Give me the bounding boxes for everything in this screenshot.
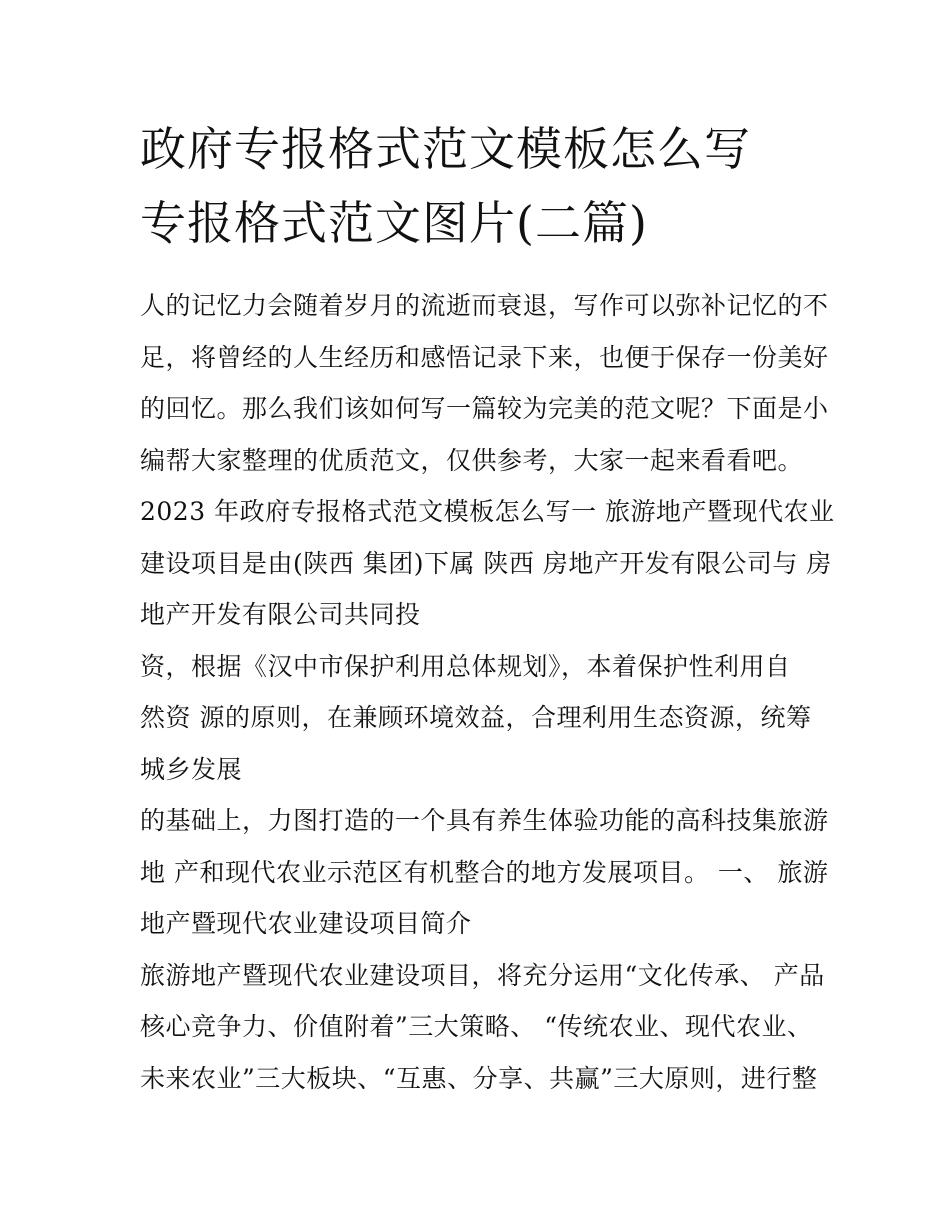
title-line: 政府专报格式范文模板怎么写 <box>140 122 751 176</box>
body-line: 足，将曾经的人生经历和感悟记录下来，也便于保存一份美好 <box>140 342 829 372</box>
title-line: 专报格式范文图片(二篇) <box>140 196 648 250</box>
body-line: 未来农业”三大板块、“互惠、分享、共赢”三大原则，进行整 <box>140 1063 818 1093</box>
body-line: 城乡发展 <box>140 754 243 784</box>
body-line: 的基础上，力图打造的一个具有养生体验功能的高科技集旅游 <box>140 806 829 835</box>
document-title <box>140 112 820 260</box>
body-line: 地 产和现代农业示范区有机整合的地方发展项目。 一、 旅游 <box>140 857 829 887</box>
body-line: 的回忆。那么我们该如何写一篇较为完美的范文呢？下面是小 <box>140 394 829 423</box>
body-line: 资，根据《汉中市保护利用总体规划》，本着保护性利用自 <box>140 651 791 681</box>
body-line: 人的记忆力会随着岁月的流逝而衰退，写作可以弥补记忆的不 <box>140 291 829 320</box>
body-line: 地产暨现代农业建设项目简介 <box>140 909 472 938</box>
document-body <box>140 280 835 1104</box>
body-line: 旅游地产暨现代农业建设项目，将充分运用“文化传承、 产品 <box>140 960 825 990</box>
body-line: 地产开发有限公司共同投 <box>140 600 421 629</box>
body-line: 建设项目是由(陕西 集团)下属 陕西 房地产开发有限公司与 房 <box>140 548 832 578</box>
body-line: 然资 源的原则，在兼顾环境效益，合理利用生态资源，统筹 <box>140 703 812 732</box>
body-line: 2023 年政府专报格式范文模板怎么写一 旅游地产暨现代农业 <box>140 497 835 526</box>
body-line: 编帮大家整理的优质范文，仅供参考，大家一起来看看吧。 <box>140 445 804 475</box>
body-line: 核心竞争力、价值附着”三大策略、 “传统农业、现代农业、 <box>140 1012 813 1041</box>
